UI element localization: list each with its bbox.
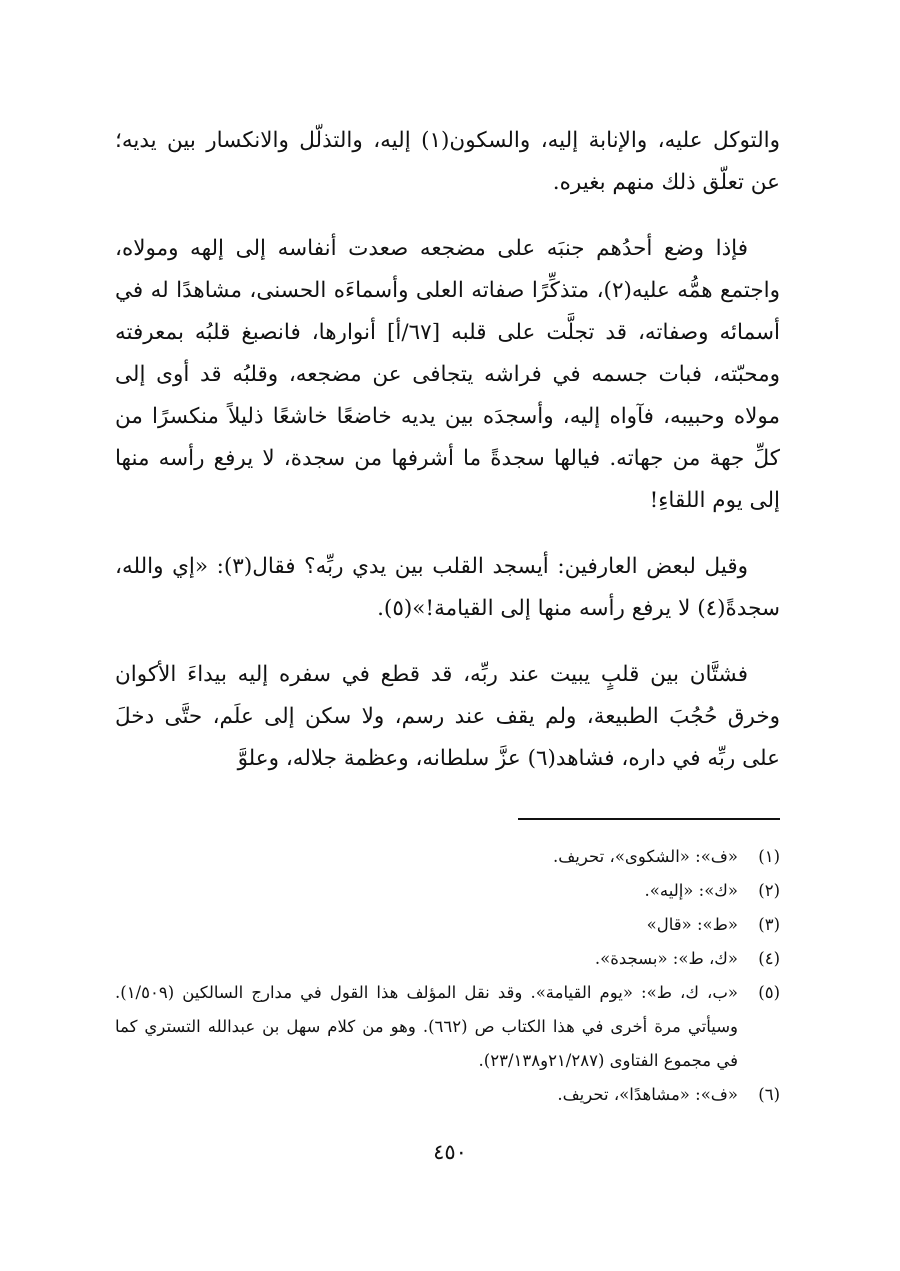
footnote-text: «ب، ك، ط»: «يوم القيامة». وقد نقل المؤلف هذا القول في مدارج السالكين (١/٥٠٩). وسيأتي مرة أخرى في هذا الكتاب ص (٦٦٢). وهو من كلام سهل بن عبدالله التستري كما في مجموع الفتاوى (٢١/٢٨٧و٢٣/١٣٨). [115, 983, 738, 1070]
footnote-separator [518, 818, 780, 820]
footnote [115, 1078, 780, 1112]
paragraph: والتوكل عليه، والإنابة إليه، والسكون(١) إليه، والتذلّل والانكسار بين يديه؛ عن تعلّق ذلك منهم بغيره. [115, 128, 780, 195]
main-text [115, 120, 780, 804]
paragraph: فشتَّان بين قلبٍ يبيت عند ربِّه، قد قطع في سفره إليه بيداءَ الأكوان وخرق حُجُبَ الطبيعة، ولم يقف عند رسم، ولا سكن إلى علَم، حتَّى دخلَ على ربِّه في داره، فشاهد(٦) عزَّ سلطانه، وعظمة جلاله، وعلوَّ [115, 662, 780, 771]
footnote-text: «ط»: «قال» [646, 915, 738, 934]
footnote-text: «ف»: «الشكوى»، تحريف. [552, 847, 738, 866]
paragraph: فإذا وضع أحدُهم جنبَه على مضجعه صعدت أنفاسه إلى إلهه ومولاه، واجتمع همُّه عليه(٢)، متذكِّرًا صفاته العلى وأسماءَه الحسنى، مشاهدًا له في أسمائه وصفاته، قد تجلَّت على قلبه [٦٧/أ] أنوارها، فانصبغ قلبُه بمعرفته ومحبّته، فبات جسمه في فراشه يتجافى عن مضجعه، وقلبُه قد أوى إلى مولاه وحبيبه، فآواه إليه، وأسجدَه بين يديه خاضعًا خاشعًا ذليلاً منكسرًا من كلِّ جهة من جهاته. فيالها سجدةً ما أشرفها من سجدة، لا يرفع رأسه منها إلى يوم اللقاءِ! [115, 236, 781, 513]
footnote-text: «ك، ط»: «بسجدة». [594, 949, 738, 968]
footnote [115, 874, 780, 908]
footnote-number: (٢) [758, 881, 780, 900]
footnote-number: (١) [758, 847, 780, 866]
footnote [115, 976, 780, 1078]
footnote-text: «ك»: «إليه». [644, 881, 738, 900]
footnotes [115, 840, 780, 1112]
paragraph: وقيل لبعض العارفين: أيسجد القلب بين يدي ربِّه؟ فقال(٣): «إي والله، سجدةً(٤) لا يرفع رأسه منها إلى القيامة!»(٥). [115, 554, 780, 621]
footnote-text: «ف»: «مشاهدًا»، تحريف. [557, 1085, 738, 1104]
footnote-number: (٥) [758, 983, 780, 1002]
footnote [115, 942, 780, 976]
footnote [115, 840, 780, 874]
page-number: ٤٥٠ [433, 1140, 467, 1164]
footnote-number: (٤) [758, 949, 780, 968]
footnote-number: (٣) [758, 915, 780, 934]
footnote [115, 908, 780, 942]
footnote-number: (٦) [758, 1085, 780, 1104]
